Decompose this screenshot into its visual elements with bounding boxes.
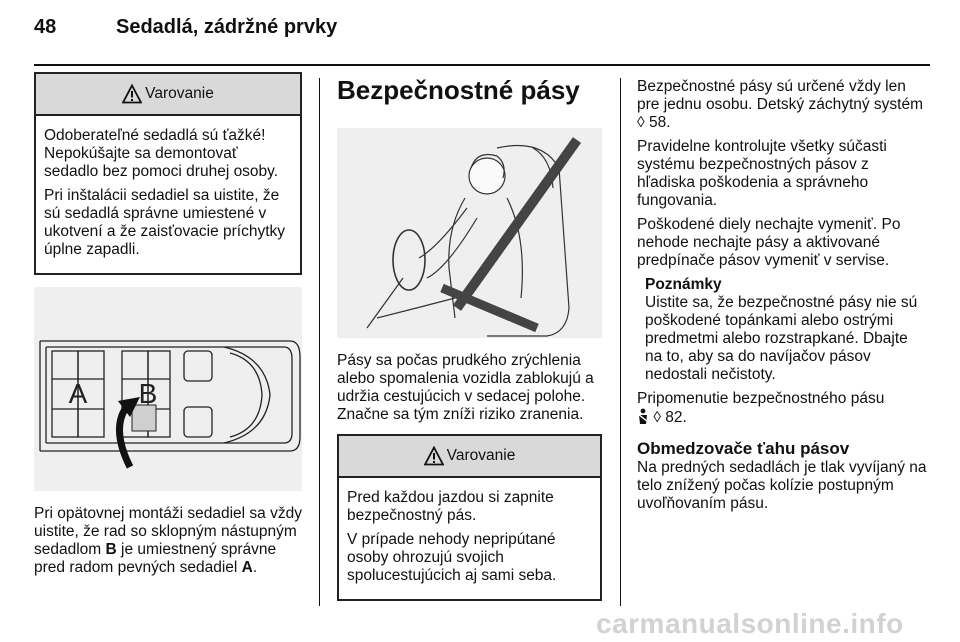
warning-body xyxy=(339,478,600,599)
column-divider-2 xyxy=(620,78,621,606)
warning-label: Varovanie xyxy=(145,85,214,102)
note-title: Poznámky xyxy=(645,276,722,293)
seatbelt-illustration xyxy=(337,128,602,338)
warning-text-1: Pred každou jazdou si zapnite bezpečnostný pás. xyxy=(347,489,554,524)
site-watermark: carmanualsonline.info xyxy=(596,608,904,639)
right-text-2: Pravidelne kontrolujte všetky súčasti systému bezpečnostných pásov z hľadiska poškodenia a správneho fungovania. xyxy=(637,138,887,209)
row-b-label: B xyxy=(138,378,158,409)
middle-column xyxy=(337,74,602,601)
warning-header xyxy=(36,74,300,116)
seat-layout-diagram xyxy=(34,287,302,491)
warning-triangle-icon xyxy=(424,446,444,466)
warning-text-2: Pri inštalácii sedadiel sa uistite, že sú sedadlá správne umiestené v ukotvení a že zaisťovacie príchytky úplne zapadli. xyxy=(44,187,286,258)
warning-header xyxy=(339,436,600,478)
note-text: Uistite sa, že bezpečnostné pásy nie sú poškodené topánkami alebo ostrými predmetmi alebo rozstrapkané. Dbajte na to, aby sa do navíjačov pásov nedostali nečistoty. xyxy=(645,294,918,383)
warning-label: Varovanie xyxy=(446,447,516,464)
column-divider-1 xyxy=(319,78,320,606)
left-column xyxy=(34,72,302,583)
warning-box-seatbelt xyxy=(337,434,602,601)
right-column xyxy=(637,78,927,519)
reminder-text: Pripomenutie bezpečnostného pásu ◊ 82. xyxy=(637,390,885,426)
warning-text-1: Odoberateľné sedadlá sú ťažké! Nepokúšajte sa demontovať sedadlo bez pomoci druhej osoby. xyxy=(44,127,279,180)
seatbelt-reminder-icon xyxy=(637,408,649,424)
right-text-4: Na predných sedadlách je tlak vyvíjaný na telo znížený počas kolízie postupným uvoľňovaním pásu. xyxy=(637,459,927,512)
right-text-1: Bezpečnostné pásy sú určené vždy len pre jednu osobu. Detský záchytný systém ◊ 58. xyxy=(637,78,924,131)
warning-body xyxy=(36,116,300,273)
warning-triangle-icon xyxy=(122,84,142,104)
note-block xyxy=(637,276,927,384)
page-title: Sedadlá, zádržné prvky xyxy=(116,16,338,38)
seatbelt-intro-text: Pásy sa počas prudkého zrýchlenia alebo spomalenia vozidla zablokujú a udržia cestujúcich v sedacej polohe. Značne sa tým zníži riziko zranenia. xyxy=(337,352,594,423)
seatbelt-figure xyxy=(337,128,602,338)
right-text-3: Poškodené diely nechajte vymeniť. Po nehode nechajte pásy a aktivované predpínače pásov vymeniť v servise. xyxy=(637,216,901,269)
seat-layout-figure xyxy=(34,287,302,491)
warning-box-seats xyxy=(34,72,302,275)
row-a-label: A xyxy=(68,378,88,409)
warning-text-2: V prípade nehody nepripútané osoby ohrozujú svojich spolucestujúcich aj sami seba. xyxy=(347,531,557,584)
subsection-title: Obmedzovače ťahu pásov xyxy=(637,439,850,458)
header-rule xyxy=(34,64,930,66)
page-number: 48 xyxy=(34,16,57,38)
section-title: Bezpečnostné pásy xyxy=(337,75,580,105)
seat-mounting-text: Pri opätovnej montáži sedadiel sa vždy uistite, že rad so sklopným nástupným sedadlom B je umiestnený správne pred radom pevných sedadiel A. xyxy=(34,505,302,576)
